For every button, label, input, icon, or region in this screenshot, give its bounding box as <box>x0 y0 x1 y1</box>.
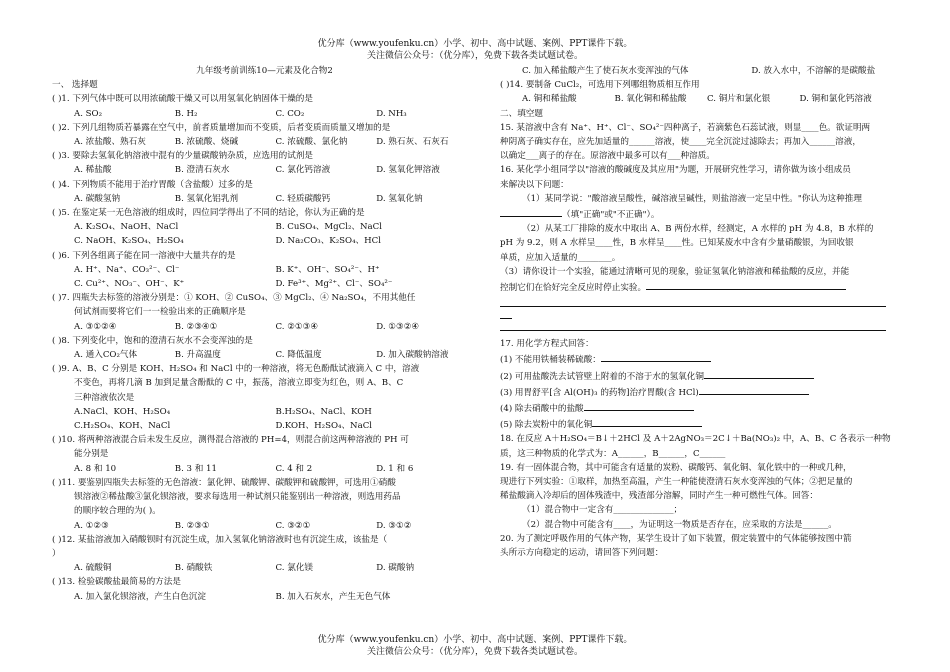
section-choice-heading: 一、 选择题 <box>52 80 98 91</box>
option: B. ②③④① <box>174 321 218 332</box>
question-19-part-1: （1）混合物中一定含有______________； <box>522 505 683 516</box>
option: D. 氢氧化钠 <box>376 193 423 204</box>
option: B. H₂ <box>174 108 198 119</box>
option: B. K⁺、OH⁻、SO₄²⁻、H⁺ <box>275 264 380 275</box>
answer-blank[interactable] <box>601 351 711 362</box>
option: D. 1 和 6 <box>376 463 414 474</box>
question-1-options <box>52 107 477 121</box>
answer-line[interactable] <box>500 319 886 331</box>
option: C. 氯化镁 <box>275 563 314 574</box>
option: C. 铜片和氯化银 <box>707 94 771 105</box>
question-8: ( )8. 下列变化中，饱和的澄清石灰水不会变浑浊的是 <box>52 335 253 346</box>
question-2-options <box>52 135 477 149</box>
option: A. 8 和 10 <box>74 463 117 474</box>
question-19-continued: 现进行下列实验：①取样，加热至高温，产生一种能使澄清石灰水变浑浊的气体；②把足量的 <box>500 477 853 488</box>
option: D. 碳酸钠 <box>376 563 415 574</box>
option: B. 澄清石灰水 <box>174 165 230 176</box>
question-10: ( )10. 将两种溶液混合后未发生反应，测得混合溶液的 PH=4，则混合前这两种溶液的 PH 可 <box>52 435 409 446</box>
question-19: 19. 有一固体混合物，其中可能含有适量的炭粉、碳酸钙、氧化铜、氧化铁中的一种或几种， <box>500 462 852 473</box>
question-9-continued: 不变色，再将几滴 B 加到足量含酚酞的 C 中，振荡，溶液立即变为红色，则 A、B、C <box>74 378 404 389</box>
option: C. 浓硫酸、氯化钠 <box>275 137 348 148</box>
question-11-continued: 钡溶液②稀盐酸③氯化钡溶液，要求每选用一种试剂只能鉴别出一种溶液，则选用药品 <box>74 492 401 503</box>
question-17-part-2: (2) 可用盐酸洗去试管壁上附着的不溶于水的氢氧化铜 <box>500 368 892 384</box>
right-column <box>500 64 892 560</box>
question-2: ( )2. 下列几组物质若暴露在空气中，前者质量增加而不变质，后者变质而质量又增加的是 <box>52 122 391 133</box>
question-5: ( )5. 在鉴定某一无色溶液的组成时，四位同学得出了不同的结论，你认为正确的是 <box>52 208 365 219</box>
section-fill-heading: 二、填空题 <box>500 108 543 119</box>
question-5-options-row-1 <box>52 220 477 234</box>
question-13-options-row-1 <box>52 590 477 604</box>
option: B. 升高温度 <box>174 350 221 361</box>
left-column <box>52 64 477 604</box>
question-15-continued-2: 以确定___离子的存在。原溶液中最多可以有___种溶质。 <box>500 151 715 162</box>
page-header <box>0 38 950 62</box>
footer-line-1: 优分库（www.youfenku.cn）小学、初中、高中试题、案例、PPT课件下载。 <box>317 635 633 645</box>
question-16: 16. 某化学小组同学以"溶液的酸碱度及其应用"为题，开展研究性学习，请你做为该小组成员 <box>500 165 851 176</box>
answer-blank[interactable] <box>699 384 809 395</box>
question-20: 20. 为了测定呼吸作用的气体产物，某学生设计了如下装置，假定装置中的气体能够按图中箭 <box>500 533 852 544</box>
option: C. 降低温度 <box>275 350 322 361</box>
option: A. H⁺、Na⁺、CO₃²⁻、Cl⁻ <box>74 264 180 275</box>
question-11: ( )11. 要鉴别四瓶失去标签的无色溶液：氯化钾、硫酸钾、碳酸钾和硫酸钾，可选用①硝酸 <box>52 477 396 488</box>
option: D. 加入碳酸钠溶液 <box>376 350 449 361</box>
option: D. ①③②④ <box>376 321 420 332</box>
question-13-options-row-2 <box>500 64 892 78</box>
question-11-continued-2: 的顺序较合理的为( )。 <box>74 506 161 517</box>
question-6: ( )6. 下列各组离子能在同一溶液中大量共存的是 <box>52 250 236 261</box>
question-10-options <box>52 462 477 476</box>
answer-blank[interactable] <box>704 368 814 379</box>
question-17: 17. 用化学方程式回答： <box>500 339 594 350</box>
option: C. 4 和 2 <box>275 463 313 474</box>
option: A. 加入氯化钡溶液，产生白色沉淀 <box>74 591 206 602</box>
question-9-continued-2: 三种溶液依次是 <box>74 392 135 403</box>
answer-blank[interactable] <box>584 400 694 411</box>
question-13: ( )13. 检验碳酸盐最简易的方法是 <box>52 577 181 588</box>
question-11-options <box>52 519 477 533</box>
option: A. SO₂ <box>74 108 103 119</box>
answer-line[interactable] <box>500 307 512 319</box>
option: B. CuSO₄、MgCl₂、NaCl <box>275 222 382 233</box>
question-18-continued: 质，这三种物质的化学式为：A______，B______，C______ <box>500 448 726 459</box>
worksheet-title: 九年级考前训练10—元素及化合物2 <box>196 66 333 76</box>
option: B. 3 和 11 <box>174 463 217 474</box>
question-19-part-2: （2）混合物中可能含有____，为证明这一物质是否存在，应采取的方法是______。 <box>522 519 837 530</box>
question-16-part-2-continued-2: 单质，应加入适量的________。 <box>500 252 621 263</box>
option: A. 碳酸氢钠 <box>74 193 121 204</box>
answer-line[interactable] <box>500 295 886 307</box>
option: D. 铜和氯化钙溶液 <box>799 94 872 105</box>
option: D. 氢氧化钾溶液 <box>376 165 440 176</box>
question-12: ( )12. 某盐溶液加入硝酸钡时有沉淀生成，加入氢氧化钠溶液时也有沉淀生成，该盐是（ <box>52 534 388 545</box>
option: A. 通入CO₂气体 <box>74 350 138 361</box>
option: C. Cu²⁺、NO₃⁻、OH⁻、K⁺ <box>74 279 185 290</box>
question-1: ( )1. 下列气体中既可以用浓硫酸干燥又可以用氢氧化钠固体干燥的是 <box>52 94 313 105</box>
question-16-part-2: （2）从某工厂排除的废水中取出 A、B 两份水样，经测定，A 水样的 pH 为 4.8，B 水样的 <box>522 224 874 235</box>
question-9: ( )9. A、B、C 分别是 KOH、H₂SO₄ 和 NaCl 中的一种溶液，将无色酚酞试液滴入 C 中，溶液 <box>52 364 420 375</box>
option: B. 硝酸铁 <box>174 563 213 574</box>
question-15-continued: 种阴离子确实存在，应先加适量的______溶液，使____完全沉淀过滤除去；再加入______溶液， <box>500 137 861 148</box>
question-17-part-3: (3) 用胃舒平[含 Al(OH)₃ 的药物]治疗胃酸(含 HCl) <box>500 384 892 400</box>
question-3: ( )3. 要除去氢氧化钠溶液中混有的少量碳酸钠杂质，应选用的试剂是 <box>52 151 313 162</box>
option: A.NaCl、KOH、H₂SO₄ <box>74 406 171 417</box>
option: C. 氯化钙溶液 <box>275 165 331 176</box>
option: A. 铜和稀盐酸 <box>522 94 577 105</box>
answer-blank[interactable] <box>500 206 562 217</box>
question-5-options-row-2 <box>52 234 477 248</box>
question-16-part-2-continued: pH 为 9.2，则 A 水样呈____性，B 水样呈____性。已知某废水中含有少量硝酸银，为回收银 <box>500 238 854 249</box>
question-16-part-3-continued: 控制它们在恰好完全反应时停止实验。 <box>500 279 892 295</box>
question-4-options <box>52 192 477 206</box>
option: D. 放入水中，不溶解的是碳酸盐 <box>751 66 876 76</box>
option: D.KOH、H₂SO₄、NaCl <box>275 421 373 432</box>
question-18: 18. 在反应 A＋H₂SO₄＝B↓＋2HCl 及 A＋2AgNO₃＝2C↓＋Ba(NO₃)₂ 中，A、B、C 各表示一种物 <box>500 434 891 445</box>
option: C. ②①③④ <box>275 321 319 332</box>
question-16-part-1: （1）某同学说："酸溶液呈酸性，碱溶液呈碱性，则盐溶液一定呈中性。"你认为这种推理 <box>522 193 862 204</box>
question-6-options-row-1 <box>52 263 477 277</box>
option: B.H₂SO₄、NaCl、KOH <box>275 406 372 417</box>
question-7: ( )7. 四瓶失去标签的溶液分别是：① KOH、② CuSO₄、③ MgCl₂、④ Na₂SO₄，不用其他任 <box>52 293 416 304</box>
answer-blank[interactable] <box>592 416 702 427</box>
option: A. 硫酸铜 <box>74 563 112 574</box>
page-footer <box>0 634 950 658</box>
option: D. ③①② <box>376 520 412 531</box>
answer-blank[interactable] <box>646 279 846 290</box>
question-3-options <box>52 163 477 177</box>
question-12-continued: ） <box>52 548 61 559</box>
question-4: ( )4. 下列物质不能用于治疗胃酸（含盐酸）过多的是 <box>52 179 253 190</box>
option: A. 稀盐酸 <box>74 165 112 176</box>
question-17-part-5: (5) 除去炭粉中的氧化铜 <box>500 416 892 432</box>
question-17-part-4: (4) 除去硝酸中的盐酸 <box>500 400 892 416</box>
question-12-options <box>52 561 477 575</box>
header-line-2: 关注微信公众号：（优分库），免费下载各类试题试卷。 <box>366 51 583 61</box>
option: A. K₂SO₄、NaOH、NaCl <box>74 222 179 233</box>
option: B. 氢氧化铝乳剂 <box>174 193 239 204</box>
question-8-options <box>52 348 477 362</box>
question-17-part-1: (1) 不能用铁桶装稀硫酸： <box>500 351 892 367</box>
option: D. Na₂CO₃、K₂SO₄、HCl <box>275 236 381 247</box>
question-15: 15. 某溶液中含有 Na⁺、H⁺、Cl⁻、SO₄²⁻四种离子，若滴紫色石蕊试液，则显____色。欲证明两 <box>500 122 871 133</box>
option: B. 氧化铜和稀盐酸 <box>614 94 687 105</box>
option: B. 加入石灰水，产生无色气体 <box>275 591 391 602</box>
footer-line-2: 关注微信公众号：（优分库），免费下载各类试题试卷。 <box>366 647 583 657</box>
header-line-1: 优分库（www.youfenku.cn）小学、初中、高中试题、案例、PPT课件下载。 <box>317 39 633 49</box>
question-20-continued: 头所示方向稳定的运动，请回答下列问题： <box>500 548 664 559</box>
option: A. ①②③ <box>74 520 109 531</box>
option: C. NaOH、K₂SO₄、H₂SO₄ <box>74 236 184 247</box>
question-6-options-row-2 <box>52 277 477 291</box>
option: D. NH₃ <box>376 108 407 119</box>
question-9-options-row-1 <box>52 405 477 419</box>
question-16-part-3: （3）请你设计一个实验，能通过清晰可见的现象，验证氢氧化钠溶液和稀盐酸的反应，并能 <box>500 266 850 277</box>
option: A. ③①②④ <box>74 321 117 332</box>
option: D. Fe³⁺、Mg²⁺、Cl⁻、SO₄²⁻ <box>275 279 393 290</box>
question-9-options-row-2 <box>52 419 477 433</box>
question-10-continued: 能分别是 <box>74 449 109 460</box>
option: B. 浓硫酸、烧碱 <box>174 137 239 148</box>
option: C.H₂SO₄、KOH、NaCl <box>74 421 171 432</box>
option: C. 轻质碳酸钙 <box>275 193 331 204</box>
question-7-options <box>52 320 477 334</box>
option: A. 浓盐酸、熟石灰 <box>74 137 146 148</box>
option: B. ②③① <box>174 520 210 531</box>
question-19-continued-2: 稀盐酸滴入冷却后的固体残渣中，残渣部分溶解，同时产生一种可燃性气体。回答： <box>500 491 818 502</box>
option: C. ③②① <box>275 520 311 531</box>
question-16-continued: 来解决以下问题： <box>500 179 569 190</box>
option: C. 加入稀盐酸产生了使石灰水变浑浊的气体 <box>522 66 689 76</box>
question-14-options <box>500 92 892 106</box>
option: C. CO₂ <box>275 108 305 119</box>
question-14: ( )14. 要制备 CuCl₂，可选用下列哪组物质相互作用 <box>500 80 700 91</box>
option: D. 熟石灰、石灰石 <box>376 137 449 148</box>
question-16-part-1-answer: （填"正确"或"不正确"）。 <box>500 206 892 222</box>
question-7-continued: 何试剂而要将它们一一检验出来的正确顺序是 <box>74 307 246 318</box>
